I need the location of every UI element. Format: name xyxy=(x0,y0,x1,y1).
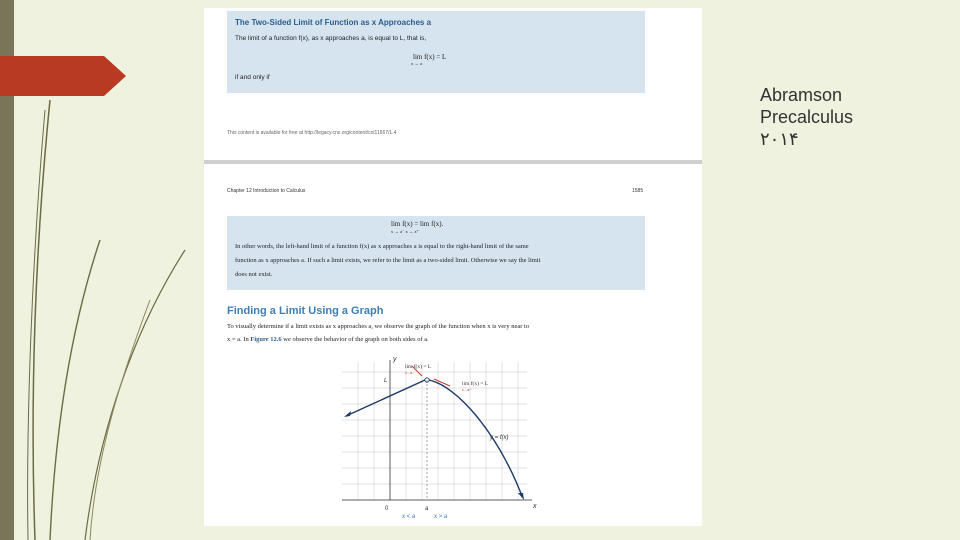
x-axis-label: x xyxy=(533,503,537,510)
curve-left-arrowhead xyxy=(344,411,351,417)
red-arrow-tab xyxy=(0,56,126,96)
origin-label: 0 xyxy=(385,506,389,512)
curve-right-arrowhead xyxy=(518,493,524,500)
l-tick-label: L xyxy=(384,378,388,384)
x-greater-label: x > a xyxy=(434,514,448,520)
definition-line: The limit of a function f(x), as x approaches a, is equal to L, that is, xyxy=(235,35,427,42)
two-sided-formula-sub: x → a⁻ x → a⁺ xyxy=(391,229,419,234)
graph-grid xyxy=(342,362,527,500)
publication-year: ٢٠١۴ xyxy=(760,129,799,149)
definition-formula-sub: x → a xyxy=(411,61,422,66)
right-limit-sub: x→a⁺ xyxy=(462,388,472,392)
author-citation xyxy=(760,84,853,150)
two-sided-text-2: function as x approaches a. If such a limit exists, we refer to the limit as a two-sided limit. Otherwise we say the limit xyxy=(235,257,541,264)
section-text-2b: we observe the behavior of the graph on both sides of a. xyxy=(283,336,429,343)
license-note: This content is available for free at http://legacy.cnx.org/content/col11667/1.4 xyxy=(227,130,397,136)
right-limit-label: lim f(x) = L xyxy=(462,381,489,387)
x-less-label: x < a xyxy=(402,514,416,520)
two-sided-limit-box xyxy=(227,216,645,290)
left-limit-label: lim f(x) = L xyxy=(405,364,432,370)
section-heading: Finding a Limit Using a Graph xyxy=(227,305,384,317)
left-limit-sub: x→a⁻ xyxy=(405,371,415,375)
definition-box xyxy=(227,11,645,93)
chapter-header: Chapter 12 Introduction to Calculus xyxy=(227,188,306,194)
book-title: Precalculus xyxy=(760,107,854,127)
definition-title: The Two-Sided Limit of Function as x Approaches a xyxy=(235,18,432,27)
author-name: Abramson xyxy=(760,85,843,105)
page-separator xyxy=(204,160,702,164)
section-text-1: To visually determine if a limit exists as x approaches a, we observe the graph of the function when x is very near to xyxy=(227,323,530,330)
section-text-2 xyxy=(227,336,429,343)
definition-iff: if and only if xyxy=(235,74,270,81)
textbook-page-image xyxy=(204,8,702,526)
page-number: 1585 xyxy=(632,188,644,194)
two-sided-formula: lim f(x) = lim f(x). xyxy=(391,220,444,228)
two-sided-text-3: does not exist. xyxy=(235,271,273,278)
definition-formula: lim f(x) = L xyxy=(413,53,447,61)
two-sided-text-1: In other words, the left-hand limit of a function f(x) as x approaches a is equal to the right-hand limit of the same xyxy=(235,243,529,250)
section-text-2a: x = a. In xyxy=(227,336,249,343)
a-tick-label: a xyxy=(425,506,429,512)
curve-label: y = f(x) xyxy=(490,435,509,441)
limit-graph-figure xyxy=(332,352,542,520)
y-axis-label: y xyxy=(393,356,397,363)
figure-reference-link[interactable]: Figure 12.6 xyxy=(250,336,282,343)
